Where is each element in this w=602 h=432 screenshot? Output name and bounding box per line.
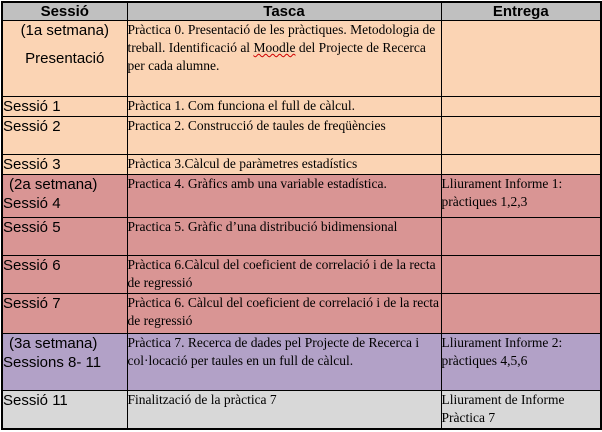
session-cell: Sessió 2 bbox=[2, 116, 127, 154]
session-cell: Sessió 5 bbox=[2, 217, 127, 255]
week-label: (1a setmana) bbox=[20, 22, 109, 39]
table-row bbox=[2, 116, 601, 154]
session-cell: Sessió 6 bbox=[2, 256, 127, 294]
table-row bbox=[2, 155, 601, 175]
session-label: Sessions 8- 11 bbox=[3, 353, 102, 371]
table-row bbox=[2, 217, 601, 255]
session-label: Sessió 4 bbox=[3, 195, 61, 213]
task-cell: Finalització de la pràctica 7 bbox=[127, 391, 441, 429]
task-text-moodle: Moodle bbox=[253, 40, 296, 55]
session-cell bbox=[2, 333, 127, 390]
session-cell: Sessió 3 bbox=[2, 155, 127, 175]
task-cell: Pràctica 7. Recerca de dades pel Projecte de Recerca i col·locació per taules en un full de càlcul. bbox=[127, 333, 441, 390]
task-text: Pràctica 0. Presentació de les pràctiques. Metodologia de treball. Identificació al bbox=[127, 22, 436, 55]
table-row bbox=[2, 391, 601, 429]
session-cell bbox=[2, 175, 127, 217]
week-label: (3a setmana) bbox=[9, 334, 98, 352]
header-tasca: Tasca bbox=[127, 2, 441, 21]
header-entrega: Entrega bbox=[441, 2, 601, 21]
delivery-cell: Lliurament de Informe Pràctica 7 bbox=[441, 391, 601, 429]
task-cell bbox=[127, 21, 441, 97]
task-cell: Pràctica 1. Com funciona el full de càlcul. bbox=[127, 96, 441, 116]
task-cell: Practica 2. Construcció de taules de freqüències bbox=[127, 116, 441, 154]
header-sessio: Sessió bbox=[2, 2, 127, 21]
schedule-table bbox=[1, 1, 602, 430]
delivery-cell bbox=[441, 21, 601, 97]
task-cell: Practica 5. Gràfic d’una distribució bidimensional bbox=[127, 217, 441, 255]
delivery-cell bbox=[441, 96, 601, 116]
delivery-cell: Lliurament Informe 2: pràctiques 4,5,6 bbox=[441, 333, 601, 390]
delivery-cell bbox=[441, 256, 601, 294]
week-label: (2a setmana) bbox=[9, 176, 98, 194]
delivery-cell bbox=[441, 116, 601, 154]
task-cell: Practica 4. Gràfics amb una variable estadística. bbox=[127, 175, 441, 217]
table-row bbox=[2, 96, 601, 116]
delivery-cell bbox=[441, 155, 601, 175]
delivery-cell bbox=[441, 217, 601, 255]
task-cell: Pràctica 3.Càlcul de paràmetres estadístics bbox=[127, 155, 441, 175]
session-cell: Sessió 1 bbox=[2, 96, 127, 116]
session-cell bbox=[2, 21, 127, 97]
task-cell: Pràctica 6.Càlcul del coeficient de correlació i de la recta de regressió bbox=[127, 256, 441, 294]
task-cell: Pràctica 6. Càlcul del coeficient de correlació i de la recta de regressió bbox=[127, 294, 441, 333]
session-cell: Sessió 7 bbox=[2, 294, 127, 333]
session-label: Presentació bbox=[25, 50, 105, 67]
delivery-cell: Lliurament Informe 1: pràctiques 1,2,3 bbox=[441, 175, 601, 217]
task-text-end: del Projecte de Recerca per cada alumne. bbox=[127, 40, 426, 73]
table-row bbox=[2, 333, 601, 390]
table-row bbox=[2, 256, 601, 294]
table-row bbox=[2, 21, 601, 97]
delivery-cell bbox=[441, 294, 601, 333]
header-row bbox=[2, 2, 601, 21]
session-cell: Sessió 11 bbox=[2, 391, 127, 429]
table-row bbox=[2, 175, 601, 217]
table-row bbox=[2, 294, 601, 333]
